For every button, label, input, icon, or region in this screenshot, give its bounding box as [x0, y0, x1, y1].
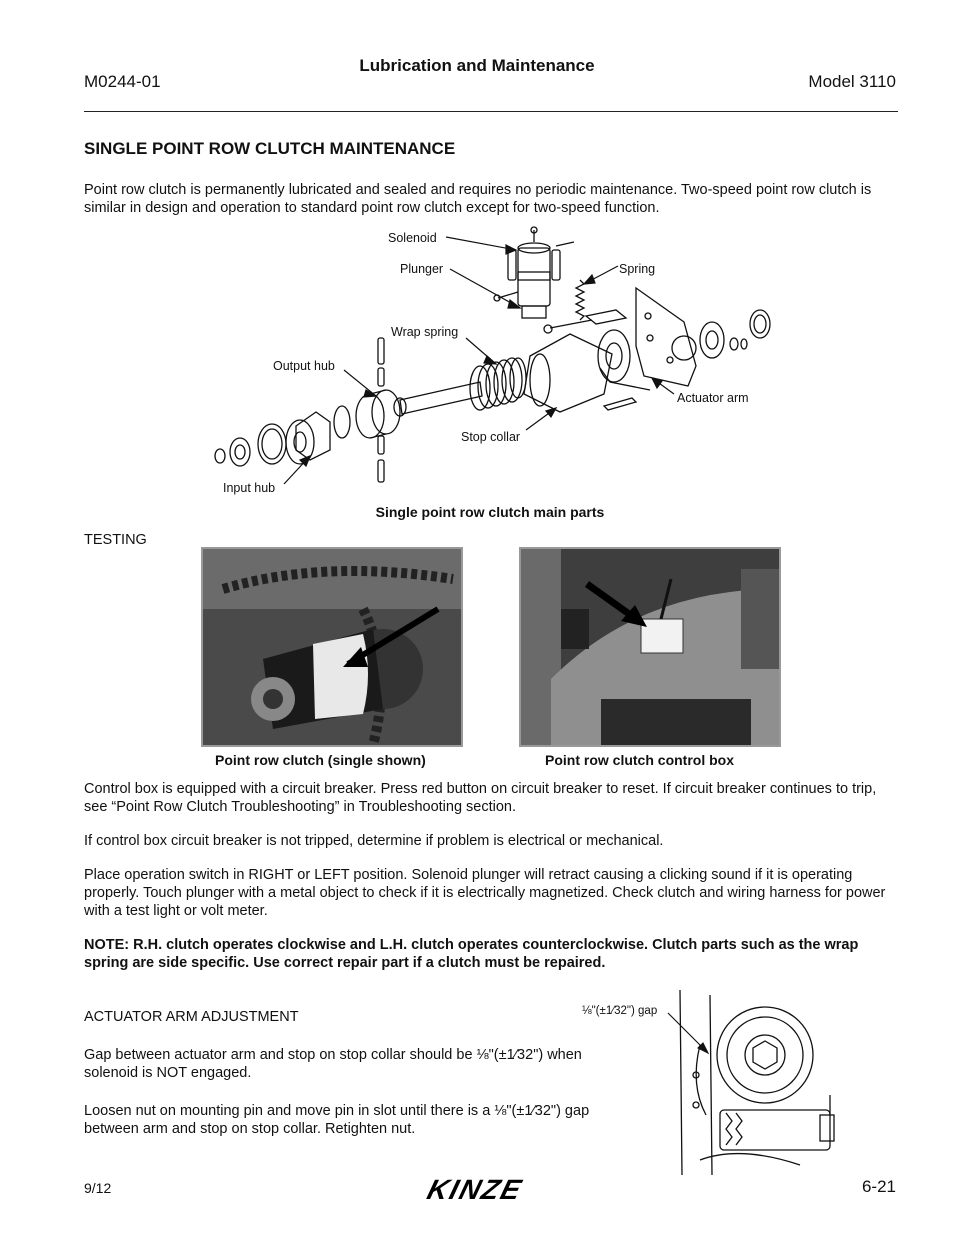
testing-paragraph-3: Place operation switch in RIGHT or LEFT position. Solenoid plunger will retract causing a clicking sound if it is operating properly. Touch plunger with a metal object to check if it is electrically magnetized. Check clutch and wiring harness for power with a test light or volt meter.: [84, 867, 886, 919]
footer-date: 9/12: [84, 1180, 112, 1196]
control-box-photo: [519, 547, 781, 747]
gap-label: ⅛"(±1⁄32") gap: [582, 1005, 658, 1017]
spring-label: Spring: [619, 262, 656, 276]
wrap-spring-label: Wrap spring: [391, 325, 459, 339]
diagram-caption: Single point row clutch main parts: [375, 504, 605, 520]
intro-paragraph: Point row clutch is permanently lubricated and sealed and requires no periodic maintenance. Two-speed point row clutch is similar in design and operation to standard point row clutch except for two-speed function.: [84, 182, 872, 216]
output-hub-label: Output hub: [273, 359, 335, 373]
note-paragraph: NOTE: R.H. clutch operates clockwise and L.H. clutch operates counterclockwise. Clutch parts such as the wrap spring are side specific. Use correct repair part if a clutch must be repaired.: [84, 937, 859, 971]
solenoid-part: [518, 248, 550, 306]
actuator-arm-label: Actuator arm: [677, 391, 749, 405]
actuator-paragraph-2: Loosen nut on mounting pin and move pin in slot until there is a ⅛"(±1⁄32") gap between arm and stop on stop collar. Retighten nut.: [84, 1103, 590, 1137]
stop-collar-label: Stop collar: [461, 430, 521, 444]
actuator-paragraph-1: Gap between actuator arm and stop on stop collar should be ⅛"(±1⁄32") when solenoid is NOT engaged.: [84, 1047, 582, 1081]
clutch-photo-caption: Point row clutch (single shown): [215, 752, 426, 768]
solenoid-label: Solenoid: [388, 231, 437, 245]
model-label: Model 3110: [808, 72, 896, 91]
page-number: 6-21: [861, 1177, 896, 1196]
kinze-logo: [423, 1172, 548, 1208]
plunger-label: Plunger: [400, 262, 444, 276]
input-hub-label: Input hub: [223, 481, 276, 495]
testing-paragraph-2: If control box circuit breaker is not tripped, determine if problem is electrical or mechanical.: [84, 833, 664, 849]
output-hub-part: [356, 390, 400, 438]
header-rule: [84, 111, 898, 112]
kinze-logo-text: KINZE: [423, 1174, 527, 1205]
page-title: SINGLE POINT ROW CLUTCH MAINTENANCE: [84, 139, 456, 158]
doc-number: M0244-01: [84, 72, 161, 91]
actuator-heading: ACTUATOR ARM ADJUSTMENT: [84, 1009, 299, 1025]
section-header: Lubrication and Maintenance: [359, 56, 595, 75]
testing-heading: TESTING: [84, 532, 147, 548]
testing-paragraph-1: Control box is equipped with a circuit breaker. Press red button on circuit breaker to reset. If circuit breaker continues to trip, see “Point Row Clutch Troubleshooting” in Troubleshooting section.: [84, 781, 877, 815]
clutch-photo: [201, 547, 463, 747]
actuator-gap-diagram: [660, 985, 860, 1175]
control-box-caption: Point row clutch control box: [545, 752, 734, 768]
wrap-spring-part: [470, 358, 526, 410]
